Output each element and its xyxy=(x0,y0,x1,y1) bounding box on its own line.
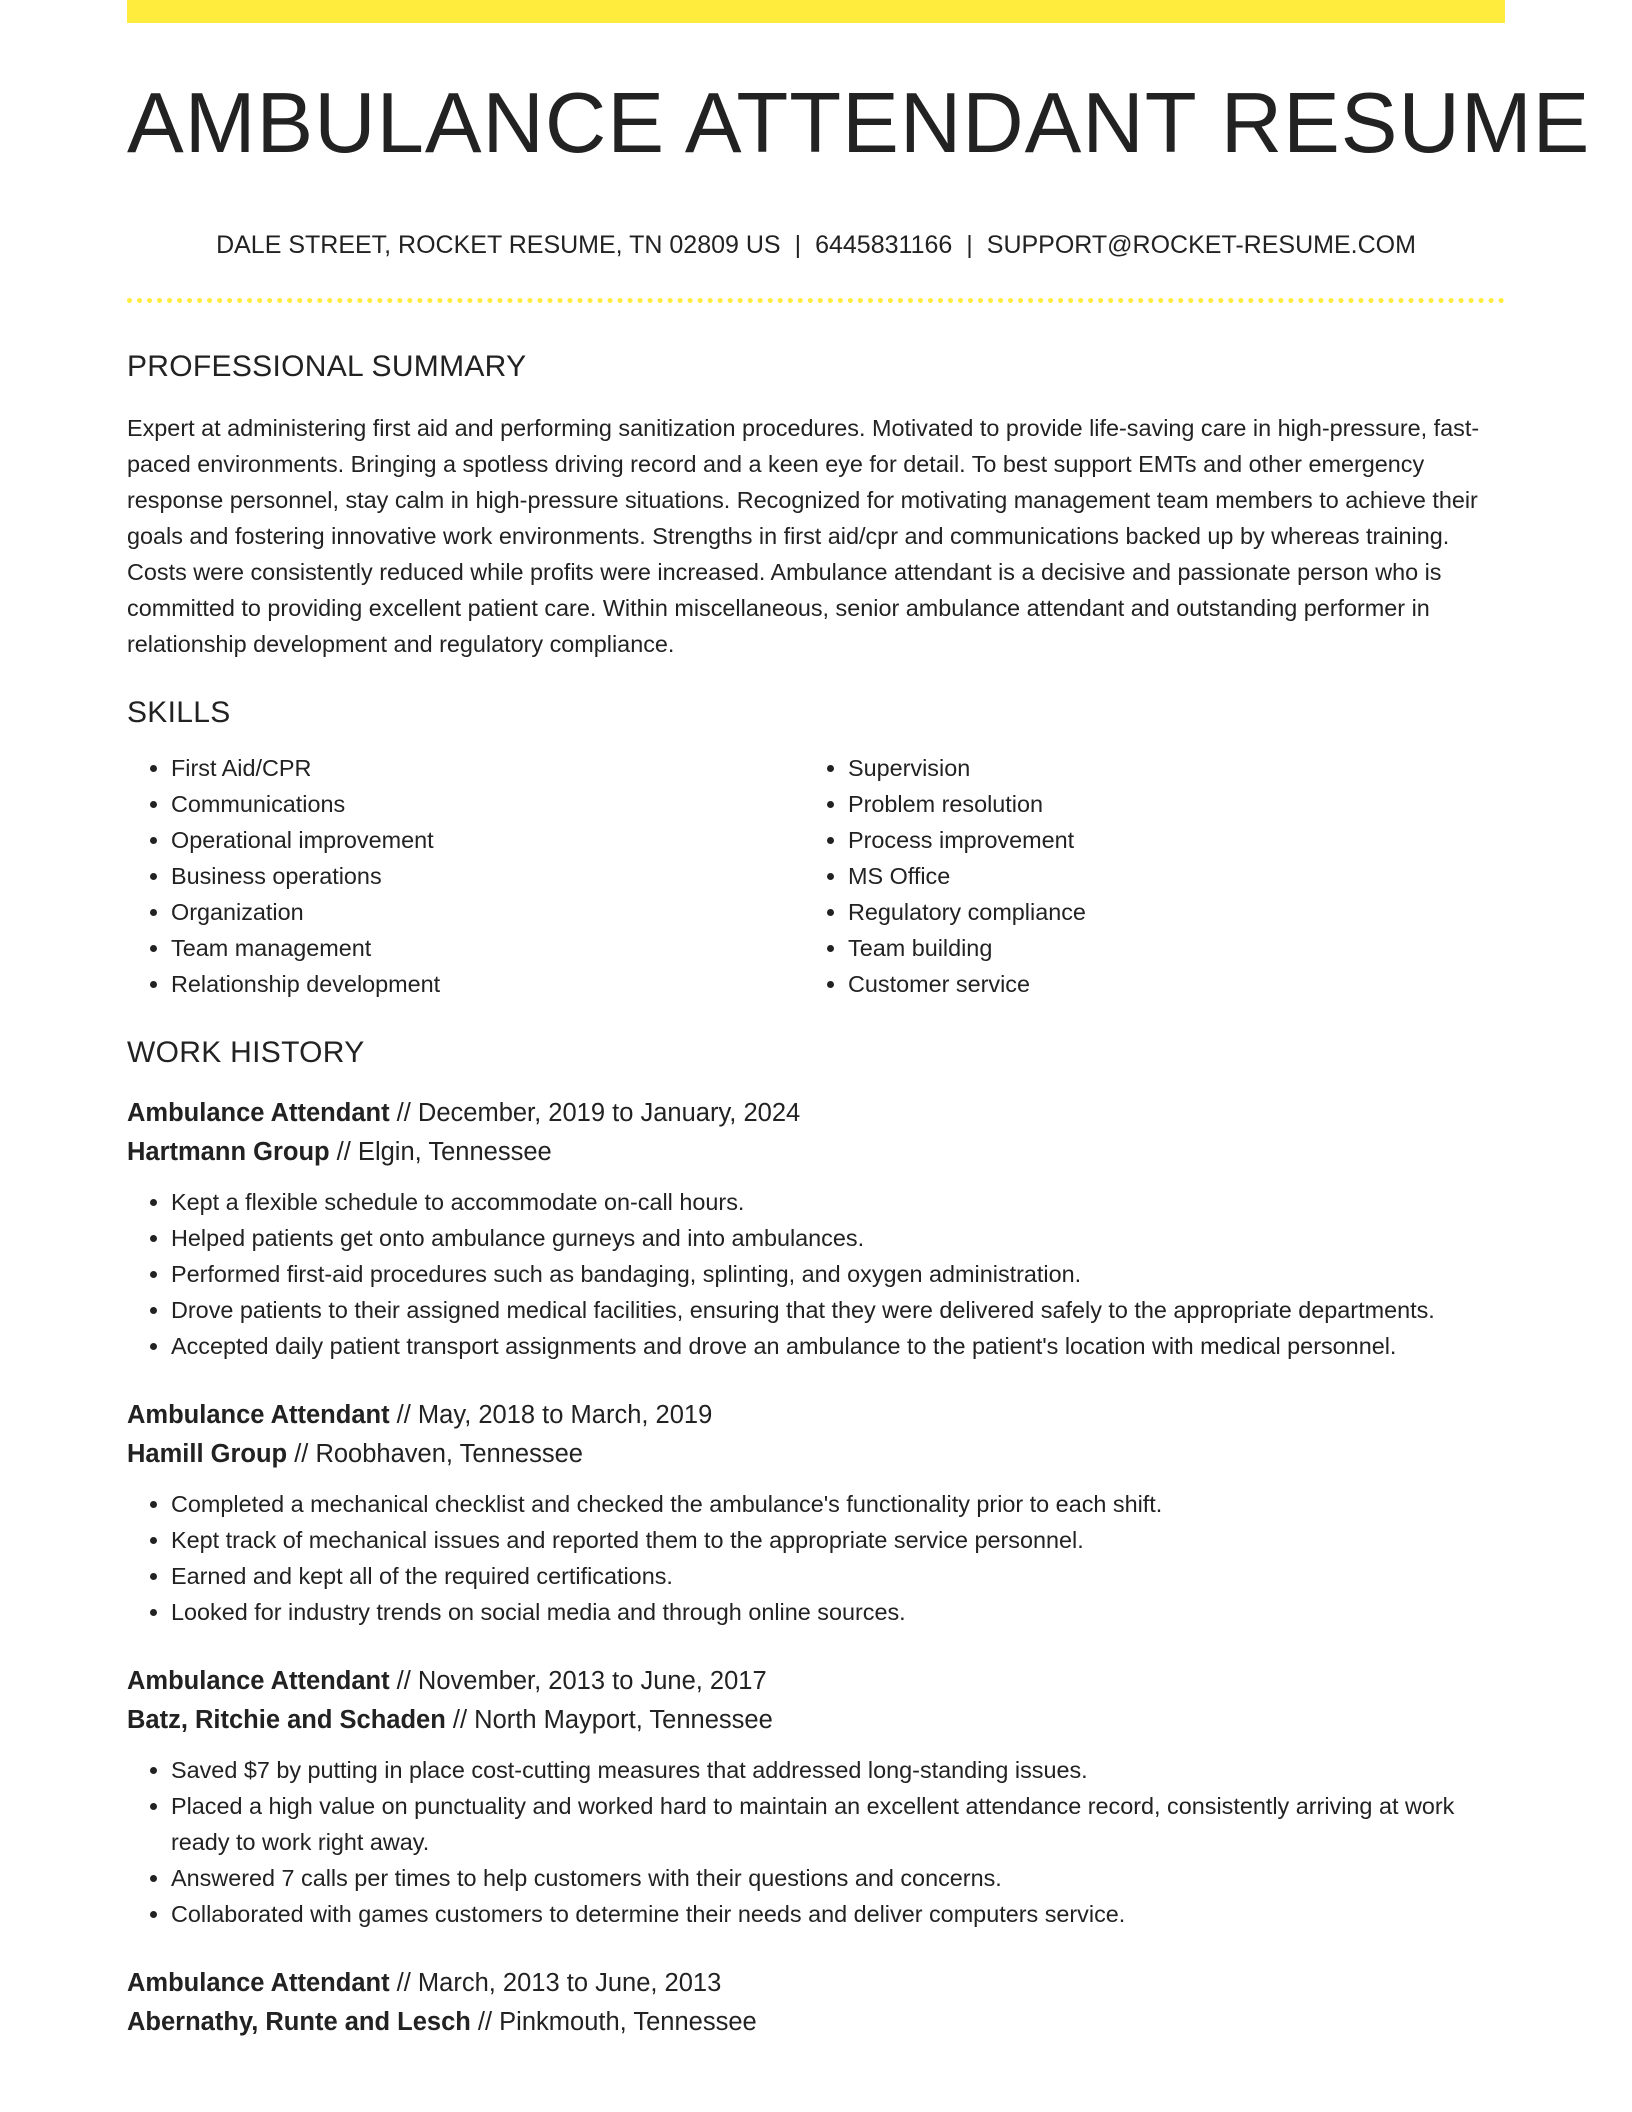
contact-separator: | xyxy=(794,231,802,259)
job-bullet: • Kept a flexible schedule to accommodate on-call hours. xyxy=(171,1184,1505,1220)
job-title-line xyxy=(127,1662,1505,1701)
job-location: // Pinkmouth, Tennessee xyxy=(470,2008,757,2036)
job-bullet: • Saved $7 by putting in place cost-cutting measures that addressed long-standing issues. xyxy=(171,1752,1505,1788)
job-company-line xyxy=(127,1435,1505,1474)
job-location: // Roobhaven, Tennessee xyxy=(287,1440,583,1468)
skill-item: • Process improvement xyxy=(848,822,1481,858)
contact-email: SUPPORT@ROCKET-RESUME.COM xyxy=(986,231,1416,259)
job-title: Ambulance Attendant xyxy=(127,1401,390,1429)
resume-title: AMBULANCE ATTENDANT RESUME xyxy=(127,76,1591,171)
skills-list-left xyxy=(127,750,804,1002)
contact-separator: | xyxy=(966,231,973,259)
skill-item: • Team building xyxy=(848,930,1481,966)
job-company: Batz, Ritchie and Schaden xyxy=(127,1706,446,1734)
skill-item: • MS Office xyxy=(848,858,1481,894)
job-entry xyxy=(127,1396,1505,1630)
job-bullet: • Kept track of mechanical issues and reported them to the appropriate service personnel. xyxy=(171,1522,1505,1558)
contact-phone: 6445831166 xyxy=(815,231,953,259)
job-company-line xyxy=(127,2003,1505,2042)
job-bullet: • Answered 7 calls per times to help customers with their questions and concerns. xyxy=(171,1860,1505,1896)
job-title: Ambulance Attendant xyxy=(127,1667,390,1695)
job-company: Abernathy, Runte and Lesch xyxy=(127,2008,471,2036)
job-bullet: • Completed a mechanical checklist and checked the ambulance's functionality prior to each shift. xyxy=(171,1486,1505,1522)
skill-item: • Regulatory compliance xyxy=(848,894,1481,930)
job-entry xyxy=(127,1662,1505,1932)
job-bullet: • Collaborated with games customers to determine their needs and deliver computers service. xyxy=(171,1896,1505,1932)
job-location: // Elgin, Tennessee xyxy=(329,1138,552,1166)
job-title-line xyxy=(127,1396,1505,1435)
job-dates: // December, 2019 to January, 2024 xyxy=(389,1099,801,1127)
job-dates: // May, 2018 to March, 2019 xyxy=(389,1401,713,1429)
work-history-heading: WORK HISTORY xyxy=(127,1036,365,1069)
skill-item: • Organization xyxy=(171,894,804,930)
job-bullet: • Drove patients to their assigned medical facilities, ensuring that they were delivered safely to the appropriate departments. xyxy=(171,1292,1505,1328)
skills-list-right xyxy=(804,750,1481,1002)
skill-item: • Operational improvement xyxy=(171,822,804,858)
job-bullet: • Placed a high value on punctuality and worked hard to maintain an excellent attendance record, consistently arriving at work ready to work right away. xyxy=(171,1788,1505,1860)
job-bullet: • Performed first-aid procedures such as bandaging, splinting, and oxygen administration. xyxy=(171,1256,1505,1292)
skills-heading: SKILLS xyxy=(127,696,231,729)
summary-text: Expert at administering first aid and performing sanitization procedures. Motivated to provide life-saving care in high-pressure, fast-paced environments. Bringing a spotless driving record and a keen eye for detail. To best support EMTs and other emergency response personnel, stay calm in high-pressure situations. Recognized for motivating management team members to achieve their goals and fostering innovative work environments. Strengths in first aid/cpr and communications backed up by whereas training. Costs were consistently reduced while profits were increased. Ambulance attendant is a decisive and passionate person who is committed to providing excellent patient care. Within miscellaneous, senior ambulance attendant and outstanding performer in relationship development and regulatory compliance. xyxy=(127,415,1480,657)
job-bullets xyxy=(127,1752,1505,1932)
top-accent-bar xyxy=(127,0,1505,23)
job-location: // North Mayport, Tennessee xyxy=(445,1706,773,1734)
job-entry xyxy=(127,1964,1505,2042)
job-bullet: • Helped patients get onto ambulance gurneys and into ambulances. xyxy=(171,1220,1505,1256)
skill-item: • Communications xyxy=(171,786,804,822)
job-bullets xyxy=(127,1486,1505,1630)
job-dates: // November, 2013 to June, 2017 xyxy=(389,1667,767,1695)
job-title: Ambulance Attendant xyxy=(127,1099,390,1127)
skill-item: • Customer service xyxy=(848,966,1481,1002)
job-dates: // March, 2013 to June, 2013 xyxy=(389,1969,722,1997)
skill-item: • Relationship development xyxy=(171,966,804,1002)
dotted-divider xyxy=(127,298,1505,303)
job-company-line xyxy=(127,1133,1505,1172)
contact-address: DALE STREET, ROCKET RESUME, TN 02809 US xyxy=(216,231,781,259)
resume-page xyxy=(127,0,1591,2042)
job-company: Hartmann Group xyxy=(127,1138,330,1166)
job-bullet: • Accepted daily patient transport assignments and drove an ambulance to the patient's location with medical personnel. xyxy=(171,1328,1505,1364)
job-company-line xyxy=(127,1701,1505,1740)
summary-heading: PROFESSIONAL SUMMARY xyxy=(127,350,527,383)
job-title-line xyxy=(127,1094,1505,1133)
skill-item: • Problem resolution xyxy=(848,786,1481,822)
skill-item: • Supervision xyxy=(848,750,1481,786)
contact-line xyxy=(127,233,1505,258)
job-bullet: • Earned and kept all of the required certifications. xyxy=(171,1558,1505,1594)
skill-item: • First Aid/CPR xyxy=(171,750,804,786)
job-entry xyxy=(127,1094,1505,1364)
skills-columns xyxy=(127,750,1505,1002)
skill-item: • Team management xyxy=(171,930,804,966)
job-bullets xyxy=(127,1184,1505,1364)
job-title: Ambulance Attendant xyxy=(127,1969,390,1997)
skill-item: • Business operations xyxy=(171,858,804,894)
job-bullet: • Looked for industry trends on social media and through online sources. xyxy=(171,1594,1505,1630)
job-company: Hamill Group xyxy=(127,1440,288,1468)
job-title-line xyxy=(127,1964,1505,2003)
